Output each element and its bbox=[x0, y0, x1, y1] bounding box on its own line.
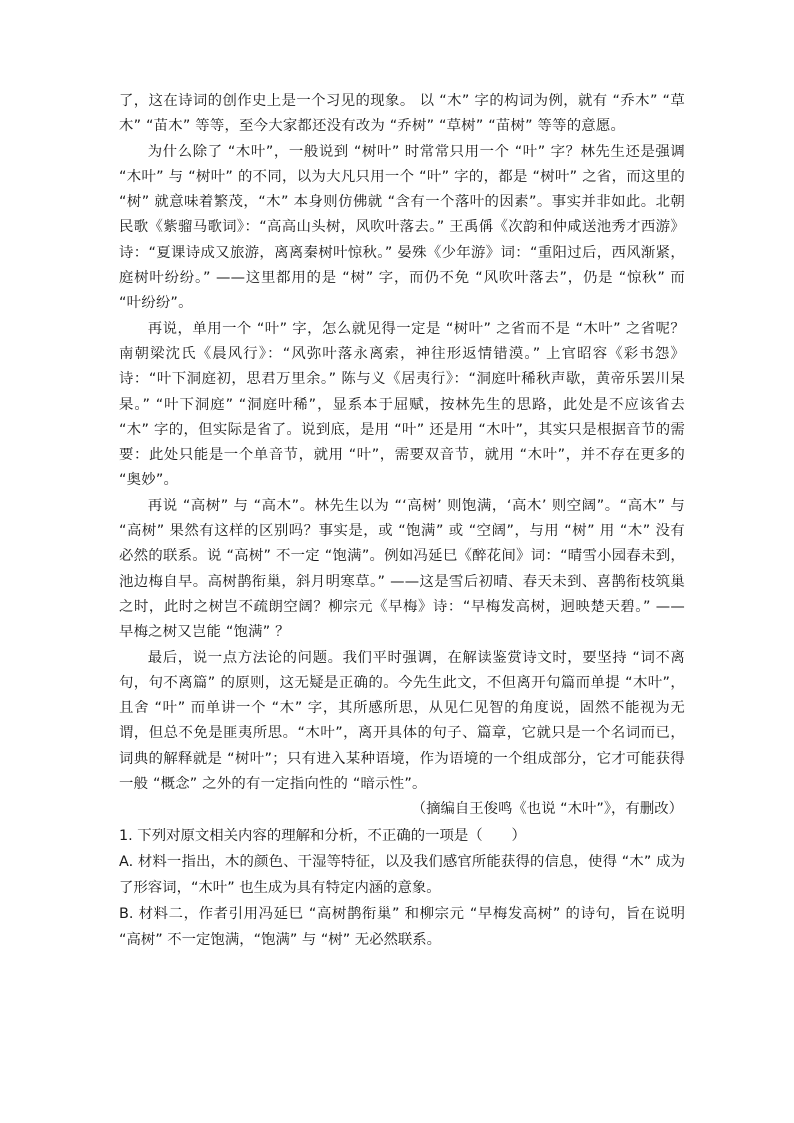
paragraph-2: 再说，单用一个 “叶” 字，怎么就见得一定是 “树叶” 之省而不是 “木叶” 之省呢？南朝梁沈氏《晨风行》：“风弥叶落永离索，神往形返情错漠。” 上官昭容《彩书怨》诗：“叶下洞庭初，思君万里余。” 陈与义《居夷行》：“洞庭叶稀秋声歇，黄帝乐罢川杲杲。” “叶下洞庭” “洞庭叶稀”，显系本于屈赋，按林先生的思路，此处是不应该省去 “木” 字的，但实际是省了。说到底，是用 “叶” 还是用 “木叶”，其实只是根据音节的需要：此处只能是一个单音节，就用 “叶”，需要双音节，就用 “木叶”，并不存在更多的 “奥妙”。 bbox=[119, 320, 685, 489]
document-page bbox=[119, 89, 685, 953]
paragraph-4: 最后，说一点方法论的问题。我们平时强调，在解读鉴赏诗文时，要坚持 “词不离句，句不离篇” 的原则，这无疑是正确的。今先生此文，不但离开句篇而单提 “木叶”，且舍 “叶” 而单讲一个 “木” 字，其所感所思，从见仁见智的角度说，固然不能视为无谓，但总不免是匪夷所思。“木叶”，离开具体的句子、篇章，它就只是一个名词而已，词典的解释就是 “树叶”；只有进入某种语境，作为语境的一个组成部分，它才可能获得一般 “概念” 之外的有一定指向性的 “暗示性”。 bbox=[119, 649, 685, 793]
question-1-option-a: A. 材料一指出，木的颜色、干湿等特征，以及我们感官所能获得的信息，使得 “木” 成为了形容词，“木叶” 也生成为具有特定内涵的意象。 bbox=[119, 853, 685, 896]
question-1-option-b: B. 材料二，作者引用冯延巳 “高树鹊衔巢” 和柳宗元 “早梅发高树” 的诗句，旨在说明 “高树” 不一定饱满，“饱满” 与 “树” 无必然联系。 bbox=[119, 905, 685, 948]
paragraph-0: 了，这在诗词的创作史上是一个习见的现象。 以 “木” 字的构词为例，就有 “乔木” “草木” “苗木” 等等，至今大家都还没有改为 “乔树” “草树” “苗树” 等等的意愿。 bbox=[119, 93, 685, 135]
question-1-stem: 1. 下列对原文相关内容的理解和分析，不正确的一项是（ ） bbox=[119, 827, 526, 844]
paragraph-3: 再说 “高树” 与 “高木”。林先生以为 “‘高树’ 则饱满，‘高木’ 则空阔”。“高木” 与 “高树” 果然有这样的区别吗？事实是，或 “饱满” 或 “空阔”，与用 “树” 用 “木” 没有必然的联系。说 “高树” 不一定 “饱满”。例如冯延巳《醉花间》词：“晴雪小园春未到，池边梅自早。高树鹊衔巢，斜月明寒草。” ——这是雪后初晴、春天未到、喜鹊衔枝筑巢之时，此时之树岂不疏朗空阔？柳宗元《早梅》诗：“早梅发高树，迥映楚天碧。” ——早梅之树又岂能 “饱满” ？ bbox=[119, 497, 685, 641]
paragraph-1: 为什么除了 “木叶”，一般说到 “树叶” 时常常只用一个 “叶” 字？林先生还是强调 “木叶” 与 “树叶” 的不同，以为大凡只用一个 “叶” 字的，都是 “树叶” 之省，而这里的 “树” 就意味着繁茂，“木” 本身则仿佛就 “含有一个落叶的因素”。事实并非如此。北朝民歌《紫骝马歌词》：“高高山头树，风吹叶落去。” 王禹偁《次韵和仲咸送池秀才西游》诗：“夏课诗成又旅游，离离秦树叶惊秋。” 晏殊《少年游》词：“重阳过后，西风渐紧，庭树叶纷纷。” ——这里都用的是 “树” 字，而仍不免 “风吹叶落去”，仍是 “惊秋” 而 “叶纷纷”。 bbox=[119, 143, 685, 312]
source-citation: （摘编自王俊鸣《也说 “木叶”》，有删改） bbox=[411, 801, 683, 818]
